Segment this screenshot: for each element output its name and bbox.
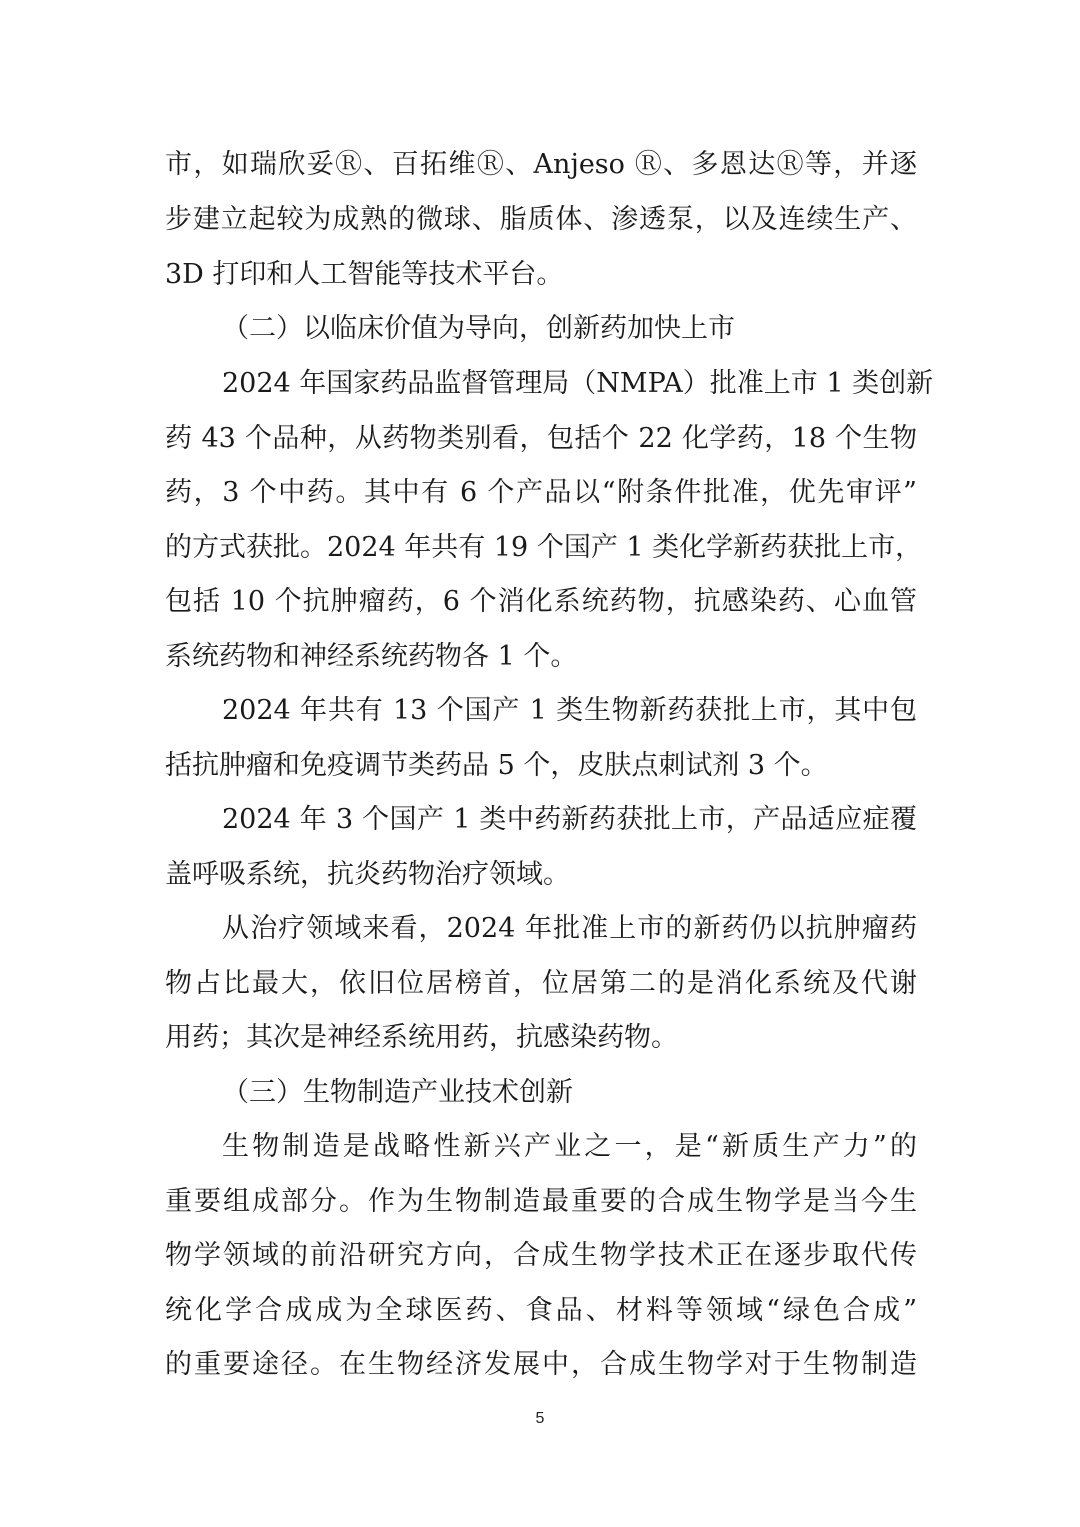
body-line: 从治疗领域来看，2024 年批准上市的新药仍以抗肿瘤药 — [222, 913, 917, 944]
body-line: 物占比最大，依旧位居榜首，位居第二的是消化系统及代谢 — [165, 968, 917, 999]
body-line: 的重要途径。在生物经济发展中，合成生物学对于生物制造 — [165, 1349, 917, 1380]
section-heading: （二）以临床价值为导向，创新药加快上市 — [222, 313, 735, 344]
body-line: 药 43 个品种，从药物类别看，包括个 22 化学药，18 个生物 — [165, 423, 917, 454]
body-line: 包括 10 个抗肿瘤药，6 个消化系统药物，抗感染药、心血管 — [165, 586, 917, 617]
body-line: 步建立起较为成熟的微球、脂质体、渗透泵，以及连续生产、 — [165, 204, 917, 235]
page-number: 5 — [535, 1410, 545, 1427]
body-line: 2024 年 3 个国产 1 类中药新药获批上市，产品适应症覆 — [222, 804, 917, 835]
body-line: 物学领域的前沿研究方向，合成生物学技术正在逐步取代传 — [165, 1240, 917, 1271]
body-line: 重要组成部分。作为生物制造最重要的合成生物学是当今生 — [165, 1186, 917, 1217]
body-line: 的方式获批。2024 年共有 19 个国产 1 类化学新药获批上市， — [165, 532, 923, 563]
body-line: 3D 打印和人工智能等技术平台。 — [165, 259, 564, 290]
body-line: 2024 年共有 13 个国产 1 类生物新药获批上市，其中包 — [222, 695, 917, 726]
body-line: 市，如瑞欣妥Ⓡ、百拓维Ⓡ、Anjeso Ⓡ、多恩达Ⓡ等，并逐 — [165, 149, 917, 180]
section-heading: （三）生物制造产业技术创新 — [222, 1077, 573, 1108]
body-line: 药，3 个中药。其中有 6 个产品以“附条件批准，优先审评” — [165, 477, 917, 508]
body-line: 统化学合成成为全球医药、食品、材料等领域“绿色合成” — [165, 1295, 917, 1326]
body-line: 用药；其次是神经系统用药，抗感染药物。 — [165, 1022, 678, 1053]
body-line: 括抗肿瘤和免疫调节类药品 5 个，皮肤点刺试剂 3 个。 — [165, 750, 828, 781]
body-line: 生物制造是战略性新兴产业之一，是“新质生产力”的 — [222, 1131, 917, 1162]
body-line: 盖呼吸系统，抗炎药物治疗领域。 — [165, 859, 570, 890]
body-line: 2024 年国家药品监督管理局（NMPA）批准上市 1 类创新 — [222, 368, 934, 399]
body-line: 系统药物和神经系统药物各 1 个。 — [165, 641, 578, 672]
